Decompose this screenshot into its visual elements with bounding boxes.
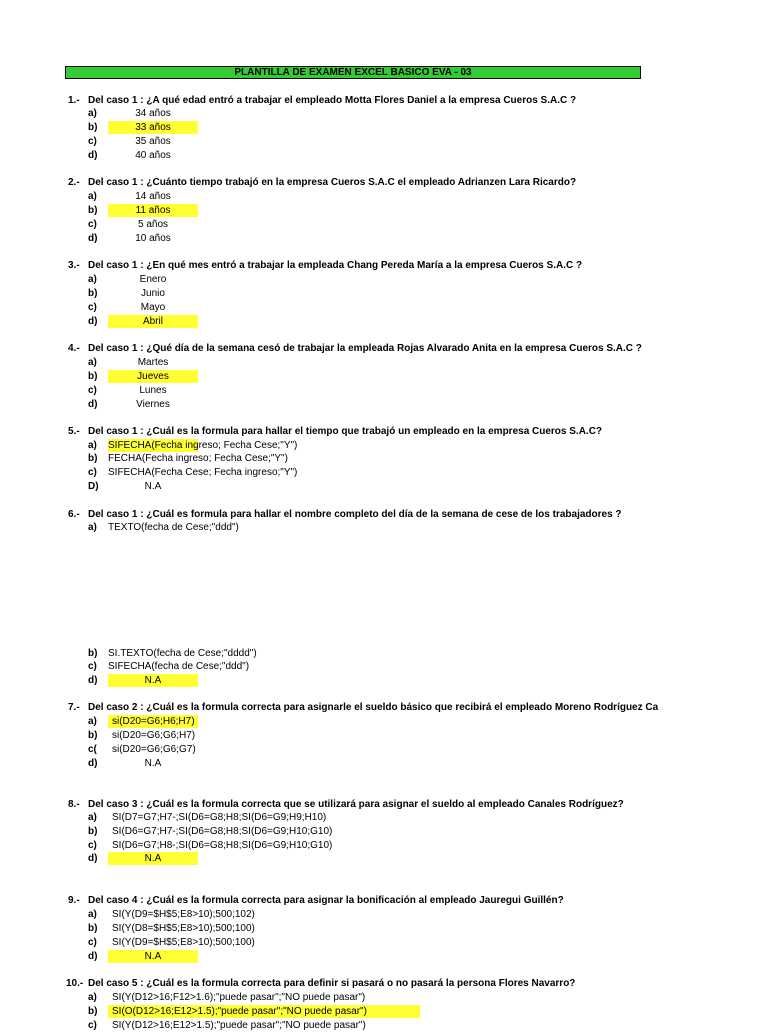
option-value-highlighted: N.A [144,675,162,686]
option-value: SI(Y(D12>16;E12>1.5);"puede pasar";"NO puede pasar") [112,1020,366,1031]
option-letter: d) [88,675,98,686]
question-number: 5.- [68,426,80,437]
question-number: 6.- [68,509,80,520]
option-value: SI(D6=G7;H8-;SI(D6=G8;H8;SI(D6=G9;H10;G10) [112,840,333,851]
option-value: Enero [139,274,167,285]
option-letter: d) [88,853,98,864]
option-value: FECHA(Fecha ingreso; Fecha Cese;"Y") [108,453,288,464]
question-number: 9.- [68,895,80,906]
option-letter: b) [88,1006,98,1017]
option-letter: a) [88,522,97,533]
question-text: Del caso 1 : ¿En qué mes entró a trabajar la empleada Chang Pereda María a la empresa Cueros S.A.C ? [88,260,583,271]
option-value: 34 años [135,108,171,119]
option-letter: a) [88,274,97,285]
question-number: 7.- [68,702,80,713]
option-letter: c) [88,937,97,948]
option-letter: a) [88,191,97,202]
option-value: SI(Y(D9=$H$5;E8>10);500;100) [112,937,255,948]
option-letter: c) [88,840,97,851]
option-value: SIFECHA(fecha de Cese;"ddd") [108,661,250,672]
option-letter: d) [88,758,98,769]
option-value: 5 años [137,219,169,230]
option-value-highlighted: SIFECHA(Fecha ingreso; Fecha Cese;"Y") [108,440,298,451]
option-letter: b) [88,826,98,837]
option-value: N.A [144,758,162,769]
question-text: Del caso 3 : ¿Cuál es la formula correcta que se utilizará para asignar el sueldo al empleado Canales Rodríguez? [88,799,624,810]
option-value: 10 años [135,233,171,244]
option-value: SI(Y(D8=$H$5;E8>10);500;100) [112,923,255,934]
option-value-highlighted: Abril [142,316,163,327]
option-letter: a) [88,716,97,727]
question-text: Del caso 1 : ¿Cuál es la formula para hallar el tiempo que trabajó un empleado en la empresa Cueros S.A.C? [88,426,603,437]
option-letter: D) [88,481,99,492]
question-text: Del caso 2 : ¿Cuál es la formula correcta para asignarle el sueldo básico que recibirá el empleado Moreno Rodríguez Ca [88,702,659,713]
exam-title: PLANTILLA DE EXÁMEN EXCEL BÁSICO EVA - 03 [65,66,641,79]
option-letter: c) [88,219,97,230]
option-value-highlighted: 11 años [135,205,171,216]
option-letter: a) [88,992,97,1003]
option-letter: a) [88,440,97,451]
option-value: 14 años [135,191,171,202]
option-letter: b) [88,122,98,133]
option-value-highlighted: N.A [144,853,162,864]
option-letter: b) [88,730,98,741]
option-value: SI(D7=G7;H7-;SI(D6=G8;H8;SI(D6=G9;H9;H10) [112,812,327,823]
option-value: SI(Y(D9=$H$5;E8>10);500;102) [112,909,255,920]
option-letter: b) [88,371,98,382]
option-value: Mayo [140,302,166,313]
option-letter: d) [88,316,98,327]
option-value-highlighted: 33 años [135,122,171,133]
option-letter: d) [88,951,98,962]
question-number: 10.- [66,978,84,989]
option-letter: c) [88,136,97,147]
option-letter: a) [88,812,97,823]
question-text: Del caso 1 : ¿Qué día de la semana cesó de trabajar la empleada Rojas Alvarado Anita en la empresa Cueros S.A.C ? [88,343,642,354]
option-letter: c) [88,302,97,313]
option-letter: b) [88,453,98,464]
option-letter: b) [88,648,98,659]
option-value: 40 años [135,150,171,161]
option-value: N.A [144,481,162,492]
option-letter: b) [88,288,98,299]
question-text: Del caso 1 : ¿Cuánto tiempo trabajó en la empresa Cueros S.A.C el empleado Adrianzen Lara Ricardo? [88,177,577,188]
option-value: TEXTO(fecha de Cese;"ddd") [108,522,239,533]
option-value: 35 años [135,136,171,147]
option-value-highlighted: N.A [144,951,162,962]
option-letter: a) [88,108,97,119]
option-value: Martes [137,357,169,368]
question-number: 4.- [68,343,80,354]
option-letter: d) [88,233,98,244]
option-letter: c) [88,467,97,478]
option-letter: c) [88,385,97,396]
option-value: Viernes [136,399,170,410]
option-letter: c( [88,744,97,755]
option-value: SI.TEXTO(fecha de Cese;"dddd") [108,648,257,659]
question-text: Del caso 1 : ¿A qué edad entró a trabajar el empleado Motta Flores Daniel a la empresa Cueros S.A.C ? [88,95,577,106]
option-value: Lunes [139,385,167,396]
option-letter: b) [88,205,98,216]
option-value: si(D20=G6;G6;H7) [112,730,196,741]
option-value-highlighted: Jueves [137,371,169,382]
option-value: si(D20=G6;G6;G7) [112,744,196,755]
option-value-highlighted: si(D20=G6;H6;H7) [112,716,195,727]
option-value: SI(Y(D12>16;F12>1.6);"puede pasar";"NO puede pasar") [112,992,366,1003]
option-value: SIFECHA(Fecha Cese; Fecha ingreso;"Y") [108,467,298,478]
question-text: Del caso 1 : ¿Cuál es formula para hallar el nombre completo del día de la semana de cese de los trabajadores ? [88,509,622,520]
question-text: Del caso 5 : ¿Cuál es la formula correcta para definir si pasará o no pasará la persona Flores Navarro? [88,978,576,989]
question-number: 8.- [68,799,80,810]
option-letter: c) [88,661,97,672]
option-letter: b) [88,923,98,934]
option-letter: d) [88,150,98,161]
question-number: 3.- [68,260,80,271]
question-text: Del caso 4 : ¿Cuál es la formula correcta para asignar la bonificación al empleado Jauregui Guillén? [88,895,564,906]
option-letter: a) [88,357,97,368]
option-value: Junio [141,288,165,299]
option-value: SI(D6=G7;H7-;SI(D6=G8;H8;SI(D6=G9;H10;G10) [112,826,333,837]
option-letter: d) [88,399,98,410]
option-letter: a) [88,909,97,920]
question-number: 1.- [68,95,80,106]
option-value-highlighted: SI(O(D12>16;E12>1.5);"puede pasar";"NO puede pasar") [112,1006,367,1017]
option-letter: c) [88,1020,97,1031]
question-number: 2.- [68,177,80,188]
